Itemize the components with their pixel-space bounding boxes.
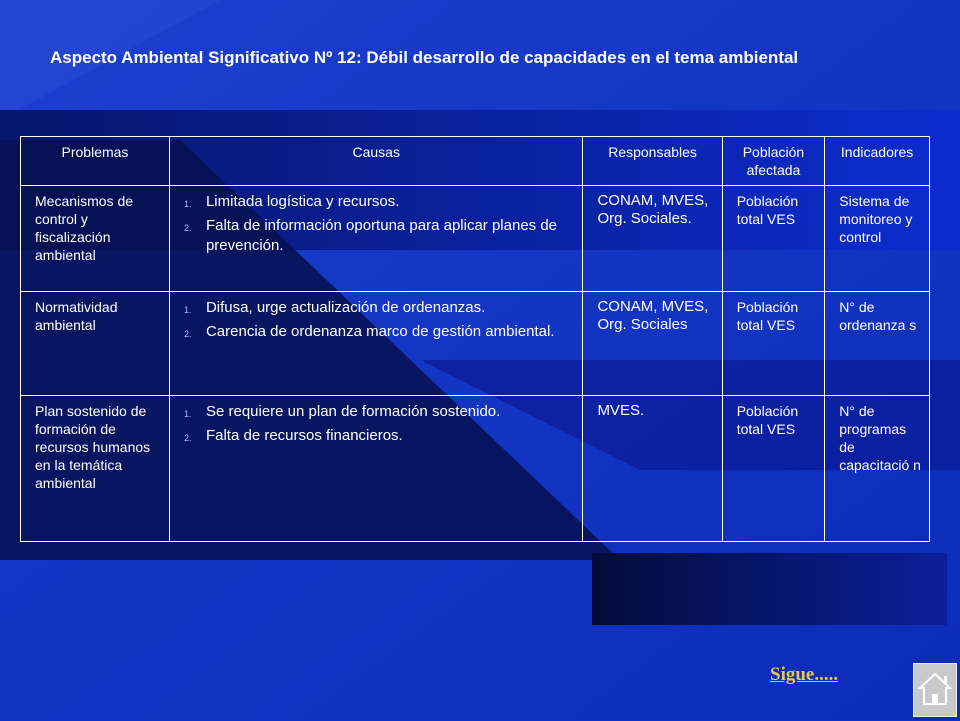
cause-number: 2. [183,223,192,233]
cell-responsables: MVES. [583,396,722,542]
table-row [21,292,930,396]
header-problemas: Problemas [21,137,170,186]
cell-responsables: CONAM, MVES, Org. Sociales [583,292,722,396]
cell-poblacion: Población total VES [722,292,825,396]
cause-number: 1. [183,199,192,209]
header-indicadores: Indicadores [825,137,930,186]
table-row [21,186,930,292]
cell-problema: Normatividad ambiental [21,292,170,396]
cause-number: 2. [183,329,192,339]
cell-problema: Plan sostenido de formación de recursos humanos en la temática ambiental [21,396,170,542]
cause-item [184,426,574,446]
home-icon [914,664,956,716]
next-slide-link[interactable]: Sigue..... [770,664,839,685]
table-row [21,396,930,542]
header-poblacion: Población afectada [722,137,825,186]
cell-poblacion: Población total VES [722,396,825,542]
cell-causas [169,186,582,292]
cause-text: Falta de recursos financieros. [205,427,403,444]
cause-text: Se requiere un plan de formación sostenido. [205,403,501,420]
cause-text: Carencia de ordenanza marco de gestión ambiental. [205,323,555,340]
cause-number: 1. [183,305,192,315]
table-header-row [21,137,930,186]
cause-text: Limitada logística y recursos. [205,193,400,210]
cause-text: Difusa, urge actualización de ordenanzas. [205,299,486,316]
cause-item [184,322,574,342]
cause-item [184,402,574,422]
cause-number: 2. [183,433,192,443]
cell-indicadores: N° de ordenanza s [825,292,930,396]
cause-item [184,216,574,256]
cause-number: 1. [183,409,192,419]
home-button[interactable] [913,663,957,717]
cause-item [184,298,574,318]
header-causas: Causas [169,137,582,186]
cell-poblacion: Población total VES [722,186,825,292]
header-responsables: Responsables [583,137,722,186]
cell-indicadores: Sistema de monitoreo y control [825,186,930,292]
cell-responsables: CONAM, MVES, Org. Sociales. [583,186,722,292]
environmental-aspects-table [20,136,930,542]
cause-text: Falta de información oportuna para aplicar planes de prevención. [205,217,558,254]
slide-title: Aspecto Ambiental Significativo Nº 12: Débil desarrollo de capacidades en el tema ambiental [50,48,799,67]
cell-indicadores: N° de programas de capacitació n [825,396,930,542]
cell-causas [169,292,582,396]
cause-item [184,192,574,212]
cell-causas [169,396,582,542]
cell-problema: Mecanismos de control y fiscalización ambiental [21,186,170,292]
